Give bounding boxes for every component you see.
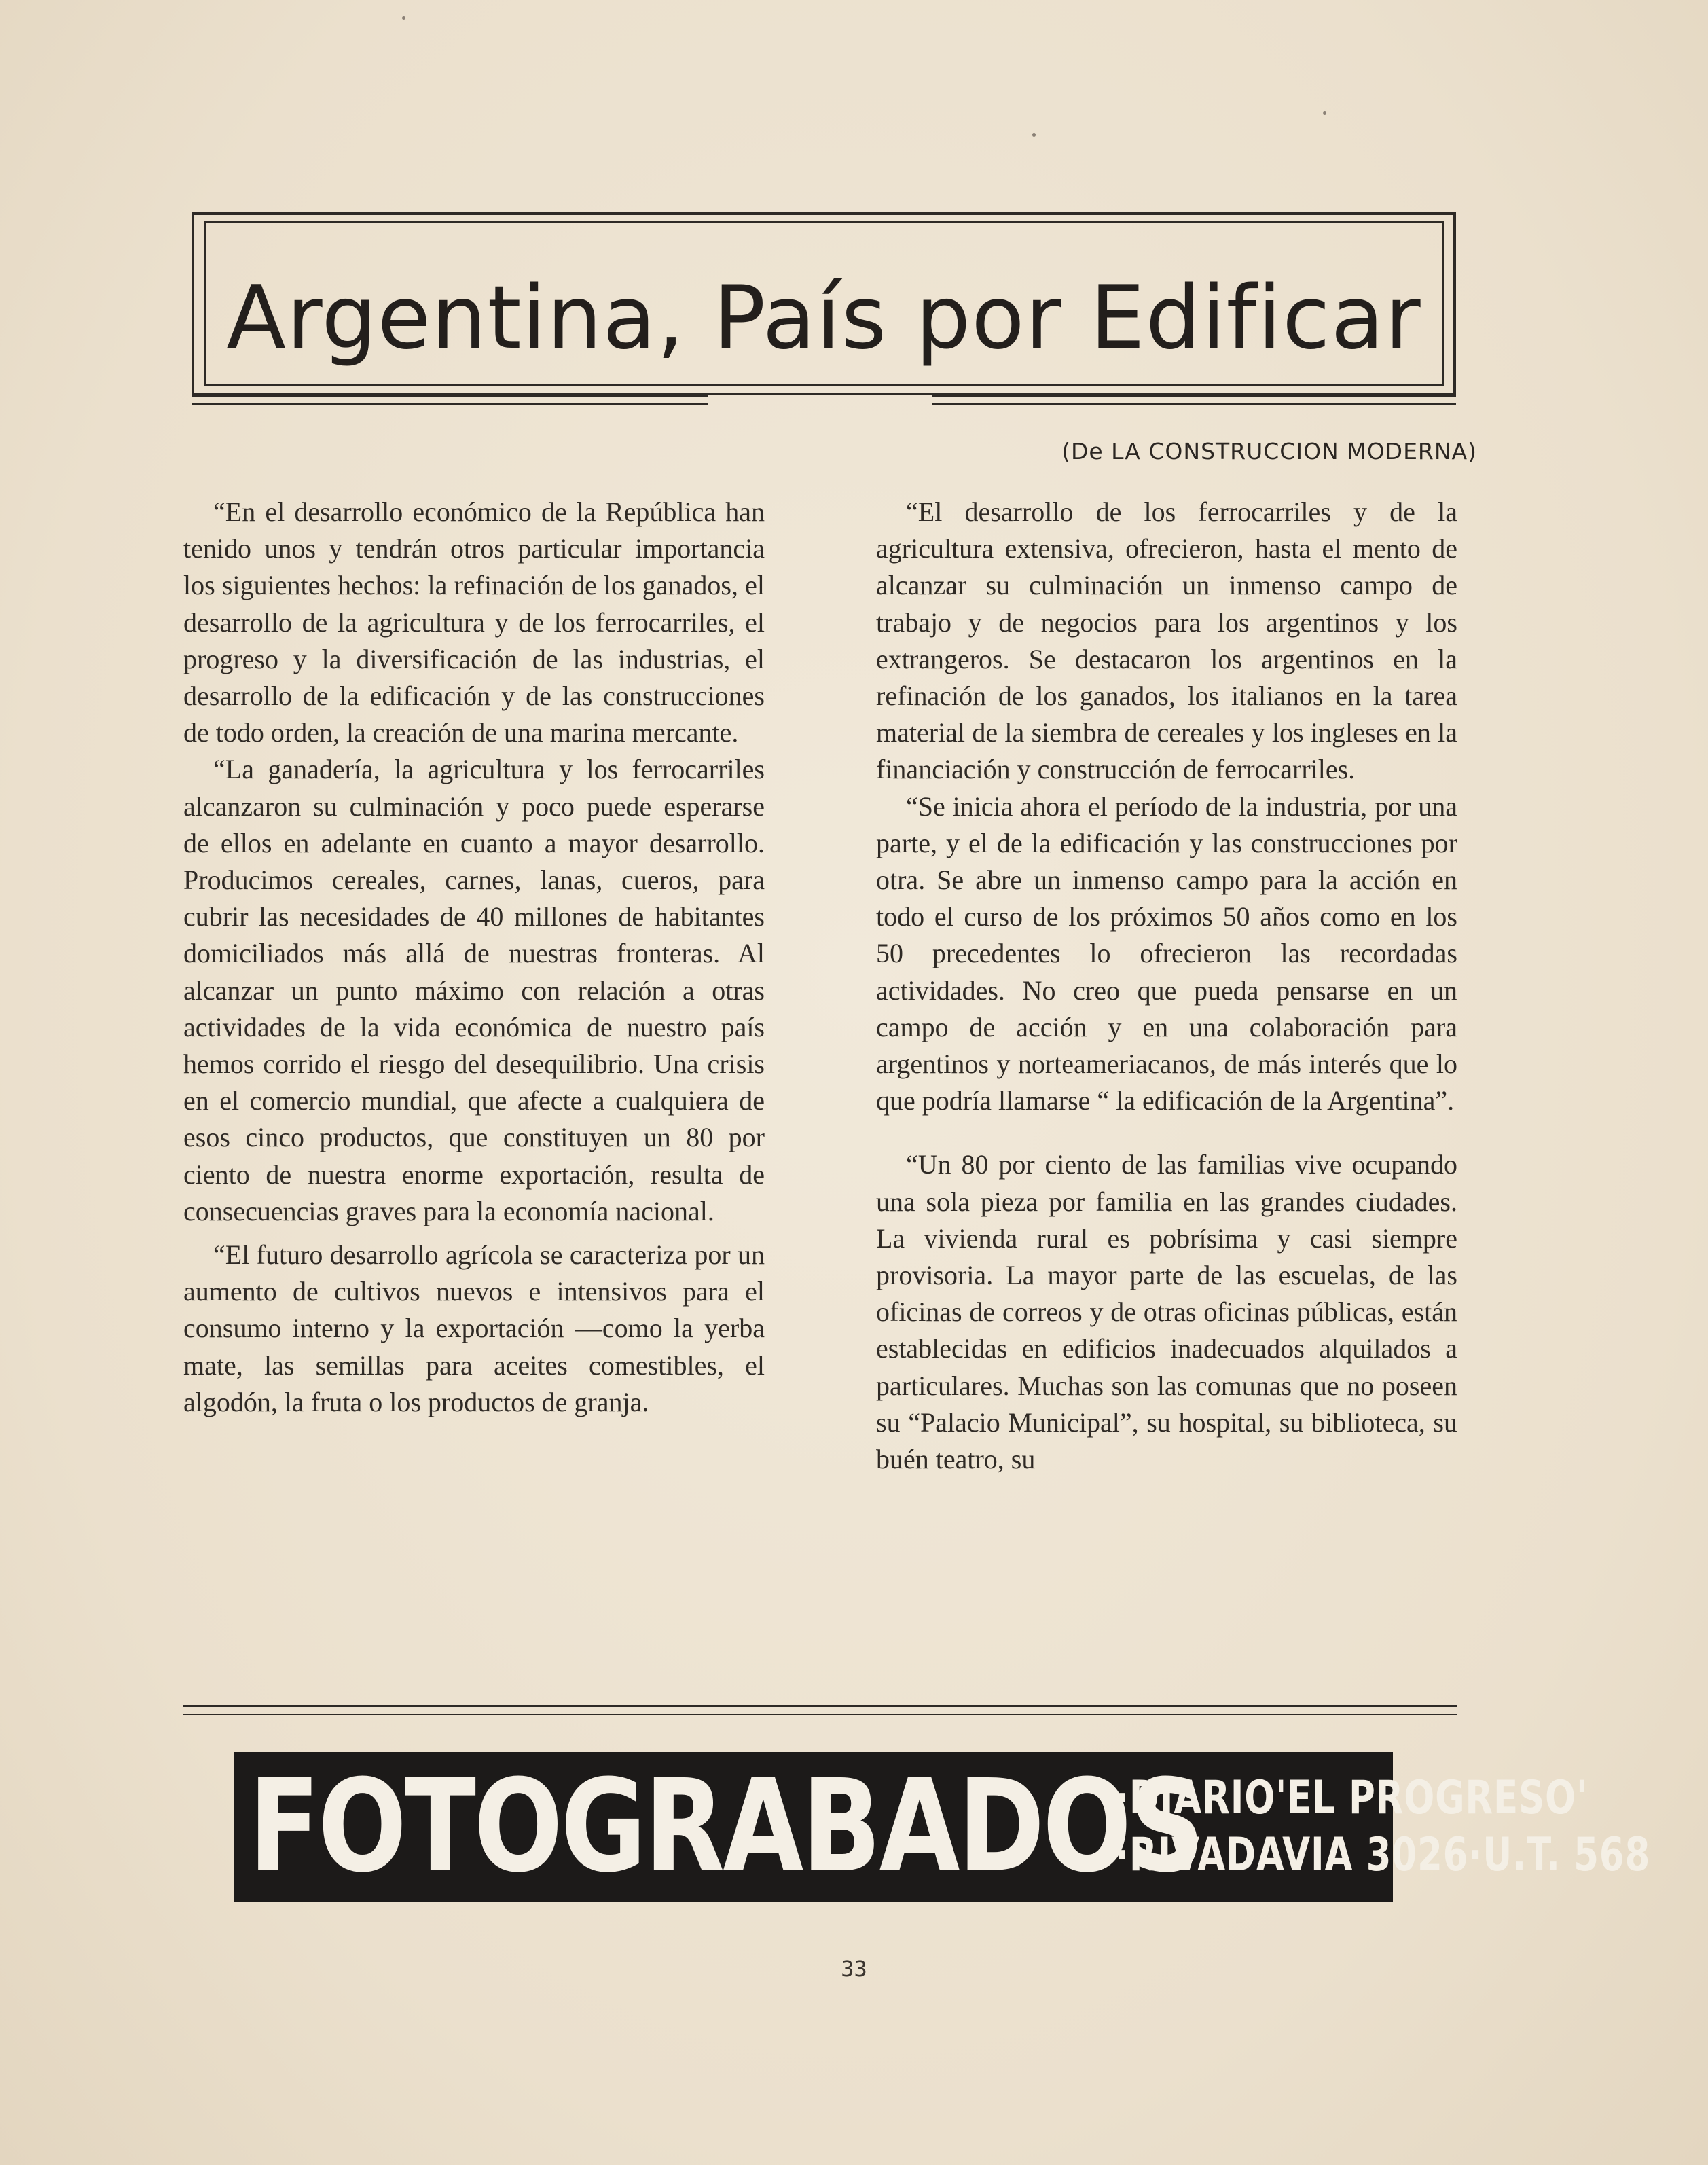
title-underline-right	[932, 394, 1456, 405]
bottom-rule-thick	[183, 1705, 1457, 1707]
bottom-rule-thin	[183, 1714, 1457, 1715]
page-number: 33	[841, 1956, 867, 1982]
article-source: (De LA CONSTRUCCION MODERNA)	[1061, 438, 1477, 465]
left-paragraph-3: “El futuro desarrollo agrícola se caracteriza por un aumento de cultivos nuevos e intensivos para el consumo interno y la exportación —como la yerba mate, las semillas para aceites comestibles, el algodón, la fruta o los productos de granja.	[183, 1239, 765, 1417]
ad-details	[1115, 1770, 1708, 1884]
title-underline-left	[192, 394, 708, 405]
right-paragraph-3: “Un 80 por ciento de las familias vive ocupando una sola pieza por familia en las grandes ciudades. La vivienda rural es pobrísima y casi siempre provisoria. La mayor parte de las escuelas, de las oficinas de correos y de otras oficinas públicas, están establecidas en edificios inadecuados alquilados a particulares. Muchas son las comunas que no poseen su “Palacio Municipal”, su hospital, su biblioteca, su buén teatro, su	[876, 1149, 1457, 1475]
right-column	[876, 494, 1457, 1478]
ad-line-newspaper: ·DIARIO'EL PROGRESO'	[1115, 1771, 1588, 1825]
right-paragraph-1: “El desarrollo de los ferrocarriles y de la agricultura extensiva, ofrecieron, hasta el mento de alcanzar su culminación un inmenso campo de trabajo y de negocios para los argentinos y los extrangeros. Se destacaron los argentinos en la refinación de los ganados, los italianos en la tarea material de la siembra de cereales y los ingleses en la financiación y construcción de ferrocarriles.	[876, 496, 1457, 785]
article-title: Argentina, País por Edificar	[226, 268, 1421, 369]
left-column	[183, 494, 765, 1421]
paper-speck	[1323, 111, 1326, 115]
ad-headline: FOTOGRABADOS	[249, 1752, 1203, 1901]
advertisement-banner	[234, 1752, 1651, 1902]
right-paragraph-2: “Se inicia ahora el período de la industria, por una parte, y el de la edificación y las construcciones por otra. Se abre un inmenso campo para la acción en todo el curso de los próximos 50 años como en los 50 precedentes lo ofrecieron las recordadas actividades. No creo que pueda pensarse en un campo de acción y en una colaboración para argentinos y norteameriacanos, de más interés que lo que podría llamarse “ la edificación de la Argentina”.	[876, 790, 1457, 1116]
ad-line-address: ·RIVADAVIA 3026·U.T. 568	[1115, 1828, 1651, 1882]
left-paragraph-1: “En el desarrollo económico de la República han tenido unos y tendrán otros particular importancia los siguientes hechos: la refinación de los ganados, el desarrollo de la agricultura y de los ferrocarriles, el progreso y la diversificación de las industrias, el desarrollo de la edificación y de las construcciones de todo orden, la creación de una marina mercante.	[183, 496, 765, 748]
paper-speck	[1032, 133, 1036, 137]
left-paragraph-2: “La ganadería, la agricultura y los ferrocarriles alcanzaron su culminación y poco puede esperarse de ellos en adelante en cuanto a mayor desarrollo. Producimos cereales, carnes, lanas, cueros, para cubrir las necesidades de 40 millones de habitantes domiciliados más allá de nuestras fronteras. Al alcanzar un punto máximo con relación a otras actividades de la vida económica de nuestro país hemos corrido el riesgo del desequilibrio. Una crisis en el comercio mundial, que afecte a cualquiera de esos cinco productos, que constituyen un 80 por ciento de nuestra enorme exportación, resulta de consecuencias graves para la economía nacional.	[183, 754, 765, 1226]
title-frame	[192, 212, 1456, 395]
paper-speck	[402, 16, 405, 20]
